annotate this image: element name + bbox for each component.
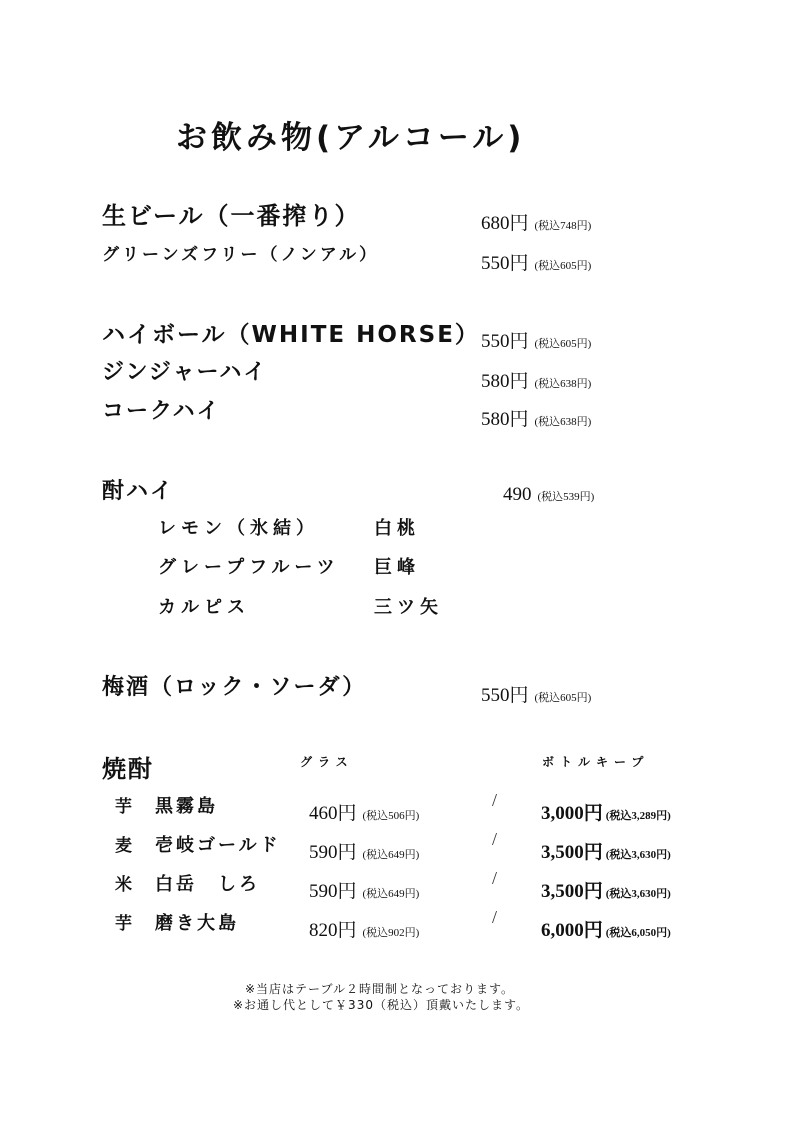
footer-note: ※当店はテーブル２時間制となっております。 <box>245 982 515 996</box>
page-title: お飲み物(アルコール) <box>176 120 526 156</box>
shochu-type: 芋 <box>115 914 132 934</box>
column-header-glass: グラス <box>300 755 354 769</box>
menu-item-price <box>503 484 594 506</box>
flavor-item: グレープフルーツ <box>158 557 340 578</box>
separator-slash: / <box>492 790 498 810</box>
bottle-price <box>541 798 671 825</box>
price-tax: (税込6,050円) <box>605 927 671 939</box>
price-value: 590円 <box>309 842 357 863</box>
price-value: 490 <box>503 484 532 505</box>
menu-item-name: 梅酒（ロック・ソーダ） <box>102 675 367 700</box>
menu-item-price <box>481 680 591 707</box>
shochu-type: 芋 <box>115 797 132 817</box>
shochu-type: 米 <box>115 875 132 895</box>
price-tax: (税込649円) <box>362 888 420 900</box>
menu-item-price <box>481 366 591 393</box>
section-heading-shochu: 焼酎 <box>102 755 154 783</box>
menu-item-name: 生ビール（一番搾り） <box>102 202 361 230</box>
flavor-item: 白桃 <box>374 518 420 539</box>
price-value: 580円 <box>481 409 529 430</box>
glass-price <box>309 876 419 903</box>
price-value: 580円 <box>481 371 529 392</box>
separator-slash: / <box>492 868 498 888</box>
shochu-name: 壱岐ゴールド <box>155 835 281 856</box>
bottle-price <box>541 876 671 903</box>
shochu-name: 白岳 しろ <box>155 874 260 895</box>
price-tax: (税込605円) <box>534 338 592 350</box>
price-tax: (税込902円) <box>362 927 420 939</box>
menu-item-price <box>481 404 591 431</box>
price-tax: (税込748円) <box>534 220 592 232</box>
menu-item-price <box>481 208 591 235</box>
section-heading-chuhai: 酎ハイ <box>102 479 175 504</box>
price-value: 550円 <box>481 685 529 706</box>
menu-item-name: ハイボール（WHITE HORSE） <box>102 322 480 348</box>
menu-item-price <box>481 326 591 353</box>
price-value: 3,500円 <box>541 881 603 902</box>
column-header-bottle: ボトルキープ <box>542 755 650 769</box>
price-tax: (税込638円) <box>534 378 592 390</box>
menu-item-name: ジンジャーハイ <box>102 360 268 385</box>
price-value: 3,000円 <box>541 803 603 824</box>
flavor-item: カルピス <box>158 597 250 618</box>
price-tax: (税込605円) <box>534 260 592 272</box>
price-tax: (税込3,630円) <box>605 888 671 900</box>
price-tax: (税込3,630円) <box>605 849 671 861</box>
price-value: 550円 <box>481 253 529 274</box>
flavor-item: レモン（氷結） <box>158 518 319 539</box>
glass-price <box>309 915 419 942</box>
flavor-item: 三ツ矢 <box>374 597 443 618</box>
menu-item-name: コークハイ <box>102 399 221 424</box>
separator-slash: / <box>492 907 498 927</box>
shochu-type: 麦 <box>115 836 132 856</box>
menu-item-price <box>481 248 591 275</box>
menu-item-name: グリーンズフリー（ノンアル） <box>102 245 380 265</box>
shochu-name: 黒霧島 <box>155 796 218 817</box>
price-value: 590円 <box>309 881 357 902</box>
price-value: 680円 <box>481 213 529 234</box>
glass-price <box>309 837 419 864</box>
price-value: 550円 <box>481 331 529 352</box>
price-tax: (税込506円) <box>362 810 420 822</box>
price-tax: (税込3,289円) <box>605 810 671 822</box>
price-value: 6,000円 <box>541 920 603 941</box>
bottle-price <box>541 915 671 942</box>
separator-slash: / <box>492 829 498 849</box>
flavor-item: 巨峰 <box>374 557 420 578</box>
price-tax: (税込638円) <box>534 416 592 428</box>
price-tax: (税込539円) <box>537 491 595 503</box>
price-value: 3,500円 <box>541 842 603 863</box>
glass-price <box>309 798 419 825</box>
footer-note: ※お通し代として￥330（税込）頂戴いたします。 <box>233 998 530 1012</box>
price-value: 820円 <box>309 920 357 941</box>
price-tax: (税込605円) <box>534 692 592 704</box>
shochu-name: 磨き大島 <box>155 913 239 934</box>
price-value: 460円 <box>309 803 357 824</box>
price-tax: (税込649円) <box>362 849 420 861</box>
bottle-price <box>541 837 671 864</box>
